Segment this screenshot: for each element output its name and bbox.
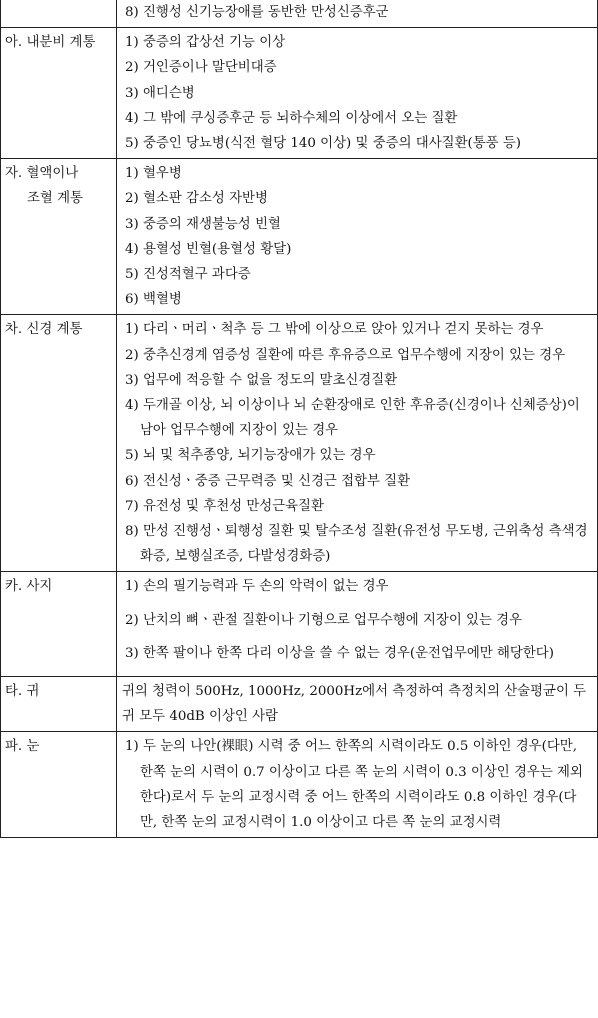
list-item: 3) 한쪽 팔이나 한쪽 다리 이상을 쓸 수 없는 경우(운전업무에만 해당한다) [125,645,554,661]
list-item: 1) 혈우병 [125,166,182,182]
list-item: 6) 전신성ㆍ중증 근무력증 및 신경근 접합부 질환 [125,473,411,489]
list-item: 5) 뇌 및 척추종양, 뇌기능장애가 있는 경우 [125,448,376,464]
items-cell [117,315,598,572]
items-cell [117,159,598,315]
table-row [1,0,598,28]
category-label-line2: 조혈 계통 [27,191,83,207]
list-item: 1) 다리ㆍ머리ㆍ척추 등 그 밖에 이상으로 앉아 있거나 걷지 못하는 경우 [125,322,544,338]
list-item: 2) 혈소판 감소성 자반병 [125,191,268,207]
list-item: 7) 유전성 및 후천성 만성근육질환 [125,498,324,514]
table-row [1,677,598,732]
list-item: 2) 난치의 뼈ㆍ관절 질환이나 기형으로 업무수행에 지장이 있는 경우 [125,612,523,628]
items-cell [117,0,598,28]
list-item: 3) 중증의 재생불능성 빈혈 [125,216,281,232]
category-label: 카. 사지 [5,579,53,595]
category-cell [1,572,117,677]
category-cell [1,28,117,159]
list-item: 8) 만성 진행성ㆍ퇴행성 질환 및 탈수조성 질환(유전성 무도병, 근위축성 측색경화증, 보행실조증, 다발성경화증) [125,524,588,565]
category-label: 파. 눈 [5,739,40,755]
list-item: 8) 진행성 신기능장애를 동반한 만성신증후군 [125,5,389,20]
items-cell [117,677,598,732]
list-item: 6) 백혈병 [125,292,182,308]
category-label: 아. 내분비 계통 [5,35,96,51]
list-item: 1) 중증의 갑상선 기능 이상 [125,35,286,51]
items-cell [117,572,598,677]
category-label: 자. 혈액이나 [5,166,79,182]
table-row [1,159,598,315]
items-cell [117,28,598,159]
list-item: 귀의 청력이 500Hz, 1000Hz, 2000Hz에서 측정하여 측정치의 산술평균이 두 귀 모두 40dB 이상인 사람 [122,684,587,725]
list-item: 4) 용혈성 빈혈(용혈성 황달) [125,241,292,257]
table-row [1,732,598,838]
list-item: 2) 중추신경계 염증성 질환에 따른 후유증으로 업무수행에 지장이 있는 경우 [125,347,566,363]
category-label: 차. 신경 계통 [5,322,83,338]
list-item: 3) 애디슨병 [125,85,195,101]
category-cell [1,732,117,838]
list-item: 1) 두 눈의 나안(裸眼) 시력 중 어느 한쪽의 시력이라도 0.5 이하인 경우(다만, 한쪽 눈의 시력이 0.7 이상이고 다른 쪽 눈의 시력이 0.3 이상인 경우는 제외한다)로서 두 눈의 교정시력 중 어느 한쪽의 시력이라도 0.8 이하인 경우(다만, 한쪽 눈의 교정시력이 1.0 이상이고 다른 쪽 눈의 교정시력 [125,739,583,831]
list-item: 3) 업무에 적응할 수 없을 정도의 말초신경질환 [125,372,398,388]
list-item: 1) 손의 필기능력과 두 손의 악력이 없는 경우 [125,579,389,595]
category-cell [1,315,117,572]
category-cell [1,677,117,732]
category-cell [1,0,117,28]
table-row [1,28,598,159]
items-cell [117,732,598,838]
list-item: 2) 거인증이나 말단비대증 [125,60,277,76]
list-item: 5) 진성적혈구 과다증 [125,267,251,283]
list-item: 4) 두개골 이상, 뇌 이상이나 뇌 순환장애로 인한 후유증(신경이나 신체증상)이 남아 업무수행에 지장이 있는 경우 [125,398,580,439]
list-item: 4) 그 밖에 쿠싱증후군 등 뇌하수체의 이상에서 오는 질환 [125,110,458,126]
table-row [1,572,598,677]
table-row [1,315,598,572]
category-cell [1,159,117,315]
list-item: 5) 중증인 당뇨병(식전 혈당 140 이상) 및 중증의 대사질환(통풍 등) [125,136,522,152]
category-label: 타. 귀 [5,684,40,700]
